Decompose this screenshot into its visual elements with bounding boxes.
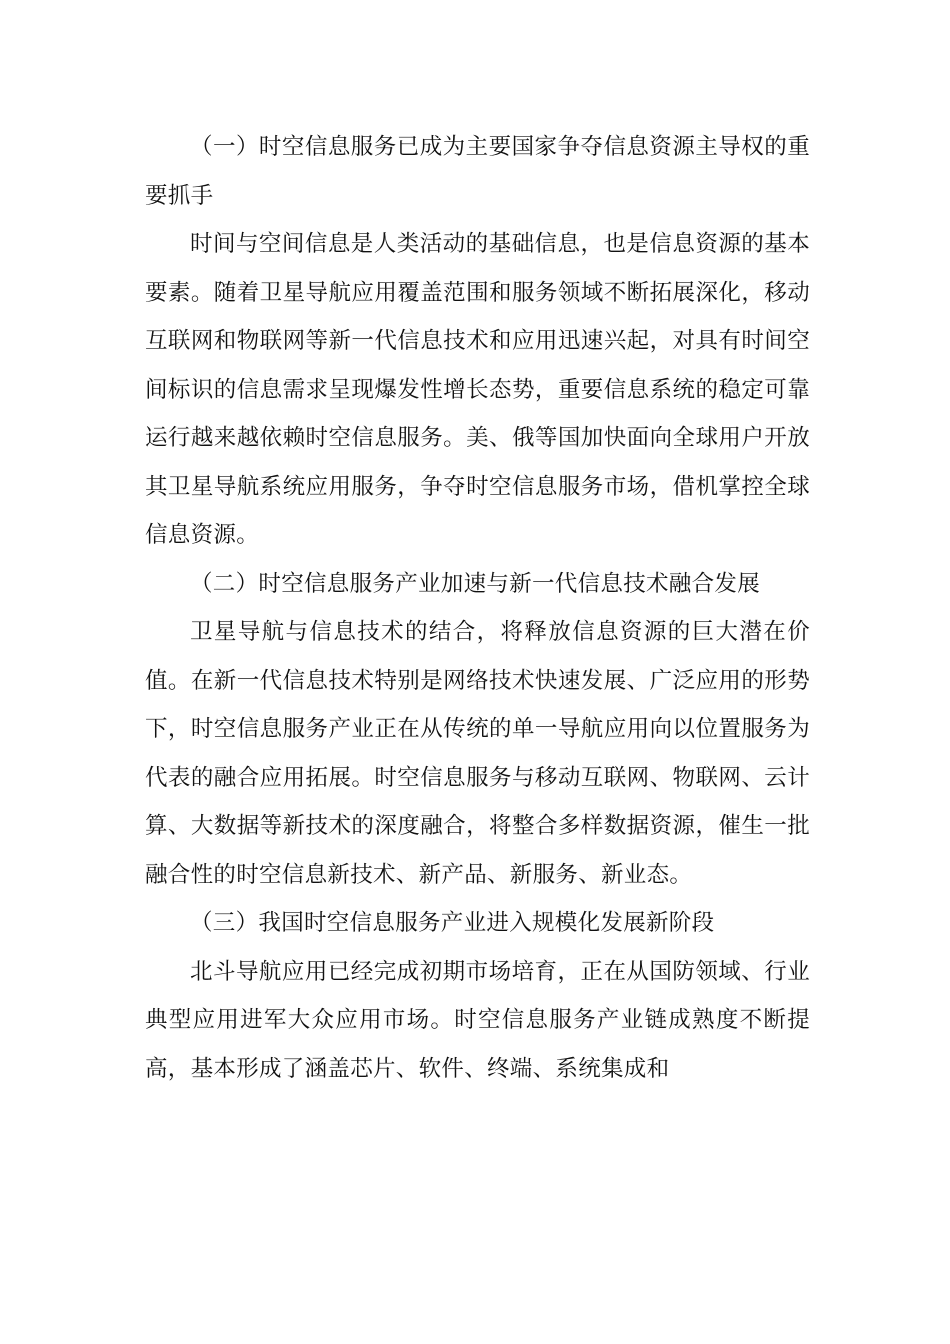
document-page — [145, 123, 810, 1093]
section-paragraph-2: 卫星导航与信息技术的结合，将释放信息资源的巨大潜在价值。在新一代信息技术特别是网络技术快速发展、广泛应用的形势下，时空信息服务产业正在从传统的单一导航应用向以位置服务为代表的融合应用拓展。时空信息服务与移动互联网、物联网、云计算、大数据等新技术的深度融合，将整合多样数据资源，催生一批融合性的时空信息新技术、新产品、新服务、新业态。 — [145, 619, 810, 888]
section-heading-2: （二）时空信息服务产业加速与新一代信息技术融合发展 — [190, 570, 761, 597]
section-heading-3: （三）我国时空信息服务产业进入规模化发展新阶段 — [190, 910, 715, 936]
section-heading-1: （一）时空信息服务已成为主要国家争夺信息资源主导权的重要抓手 — [145, 134, 810, 209]
section-paragraph-1: 时间与空间信息是人类活动的基础信息，也是信息资源的基本要素。随着卫星导航应用覆盖范围和服务领域不断拓展深化，移动互联网和物联网等新一代信息技术和应用迅速兴起，对具有时间空间标识的信息需求呈现爆发性增长态势，重要信息系统的稳定可靠运行越来越依赖时空信息服务。美、俄等国加快面向全球用户开放其卫星导航系统应用服务，争夺时空信息服务市场，借机掌控全球信息资源。 — [145, 231, 810, 548]
section-paragraph-3: 北斗导航应用已经完成初期市场培育，正在从国防领域、行业典型应用进军大众应用市场。时空信息服务产业链成熟度不断提高，基本形成了涵盖芯片、软件、终端、系统集成和 — [145, 958, 810, 1082]
